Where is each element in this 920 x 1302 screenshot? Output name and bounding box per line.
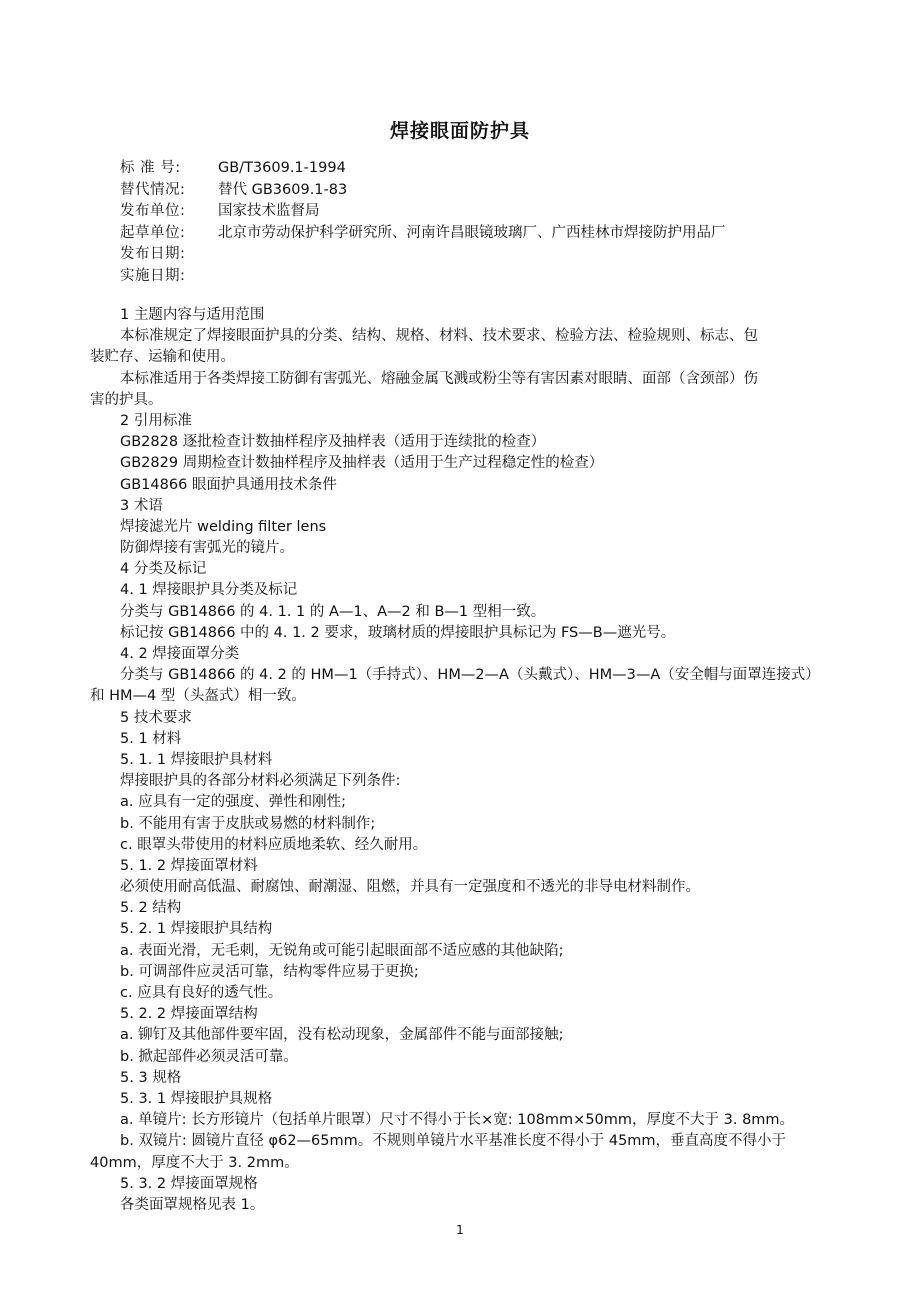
paragraph-line: 40mm，厚度不大于 3. 2mm。 — [90, 1154, 299, 1171]
meta-value: 替代 GB3609.1-83 — [218, 181, 348, 198]
paragraph-line: 焊接眼护具的各部分材料必须满足下列条件: — [120, 773, 401, 790]
paragraph-line: 分类与 GB14866 的 4. 2 的 HM—1（手持式）、HM—2—A（头戴式）、HM—3—A（安全帽与面罩连接式） — [120, 667, 820, 684]
document-body — [90, 305, 842, 1216]
paragraph-line: 分类与 GB14866 的 4. 1. 1 的 A—1、A—2 和 B—1 型相一致。 — [120, 603, 546, 620]
paragraph-line: 本标准适用于各类焊接工防御有害弧光、熔融金属飞溅或粉尘等有害因素对眼睛、面部（含颈部）伤 — [120, 370, 758, 387]
subsection-heading: 5. 3. 1 焊接眼护具规格 — [120, 1090, 273, 1107]
meta-label: 起草单位: — [120, 224, 186, 241]
paragraph-line: 防御焊接有害弧光的镜片。 — [120, 540, 294, 557]
paragraph-line: 必须使用耐高低温、耐腐蚀、耐潮湿、阻燃，并具有一定强度和不透光的非导电材料制作。 — [120, 879, 700, 896]
subsection-heading: 5. 2 结构 — [120, 900, 182, 917]
list-item: a. 应具有一定的强度、弹性和刚性; — [120, 794, 346, 811]
paragraph-line: 装贮存、运输和使用。 — [90, 349, 235, 366]
meta-value: GB/T3609.1-1994 — [218, 160, 346, 176]
metadata-block — [120, 158, 880, 287]
list-item: c. 眼罩头带使用的材料应质地柔软、经久耐用。 — [120, 836, 428, 853]
subsection-heading: 5. 2. 2 焊接面罩结构 — [120, 1006, 258, 1023]
meta-row — [120, 158, 880, 180]
meta-row — [120, 266, 880, 288]
reference-line: GB2828 逐批检查计数抽样程序及抽样表（适用于连续批的检查） — [120, 434, 546, 451]
subsection-heading: 5. 3. 2 焊接面罩规格 — [120, 1175, 258, 1192]
subsection-heading: 5. 2. 1 焊接眼护具结构 — [120, 921, 273, 938]
meta-row — [120, 244, 880, 266]
subsection-heading: 5. 1. 1 焊接眼护具材料 — [120, 751, 273, 768]
list-item: b. 可调部件应灵活可靠，结构零件应易于更换; — [120, 963, 419, 980]
subsection-heading: 4. 1 焊接眼护具分类及标记 — [120, 582, 298, 599]
meta-value: 国家技术监督局 — [218, 203, 320, 219]
list-item: b. 不能用有害于皮肤或易燃的材料制作; — [120, 815, 376, 832]
list-item: c. 应具有良好的透气性。 — [120, 985, 283, 1001]
subsection-heading: 5. 1 材料 — [120, 730, 182, 747]
document-title: 焊接眼面防护具 — [389, 120, 530, 142]
page-number: 1 — [456, 1223, 464, 1237]
subsection-heading: 5. 1. 2 焊接面罩材料 — [120, 857, 258, 874]
list-item: b. 掀起部件必须灵活可靠。 — [120, 1048, 298, 1065]
meta-label: 实施日期: — [120, 267, 186, 284]
meta-row — [120, 180, 880, 202]
section-heading: 1 主题内容与适用范围 — [120, 307, 265, 323]
term-line: 焊接滤光片 welding filter lens — [120, 518, 327, 535]
section-heading: 3 术语 — [120, 497, 163, 514]
section-heading: 2 引用标准 — [120, 412, 192, 429]
meta-row — [120, 201, 880, 223]
list-item: a. 单镜片: 长方形镜片（包括单片眼罩）尺寸不得小于长×宽: 108mm×50mm，厚度不大于 3. 8mm。 — [120, 1112, 795, 1129]
meta-label: 替代情况: — [120, 181, 186, 198]
list-item: a. 铆钉及其他部件要牢固，没有松动现象，金属部件不能与面部接触; — [120, 1027, 564, 1044]
list-item: a. 表面光滑，无毛刺，无锐角或可能引起眼面部不适应感的其他缺陷; — [120, 942, 564, 959]
section-heading: 5 技术要求 — [120, 709, 192, 726]
section-heading: 4 分类及标记 — [120, 561, 207, 578]
subsection-heading: 5. 3 规格 — [120, 1069, 182, 1086]
reference-line: GB2829 周期检查计数抽样程序及抽样表（适用于生产过程稳定性的检查） — [120, 455, 604, 472]
meta-label: 标 准 号: — [120, 160, 181, 176]
subsection-heading: 4. 2 焊接面罩分类 — [120, 646, 240, 662]
meta-row — [120, 223, 880, 245]
paragraph-line: 各类面罩规格见表 1。 — [120, 1196, 265, 1213]
list-item: b. 双镜片: 圆镜片直径 φ62—65mm。不规则单镜片水平基准长度不得小于 45mm，垂直高度不得小于 — [120, 1133, 787, 1150]
reference-line: GB14866 眼面护具通用技术条件 — [120, 476, 337, 493]
paragraph-line: 本标准规定了焊接眼面护具的分类、结构、规格、材料、技术要求、检验方法、检验规则、标志、包 — [120, 328, 758, 345]
meta-label: 发布日期: — [120, 246, 186, 262]
meta-value: 北京市劳动保护科学研究所、河南许昌眼镜玻璃厂、广西桂林市焊接防护用品厂 — [218, 224, 726, 241]
meta-label: 发布单位: — [120, 203, 186, 219]
paragraph-line: 和 HM—4 型（头盔式）相一致。 — [90, 688, 306, 705]
paragraph-line: 标记按 GB14866 中的 4. 1. 2 要求，玻璃材质的焊接眼护具标记为 FS—B—遮光号。 — [120, 624, 676, 641]
paragraph-line: 害的护具。 — [90, 391, 163, 408]
